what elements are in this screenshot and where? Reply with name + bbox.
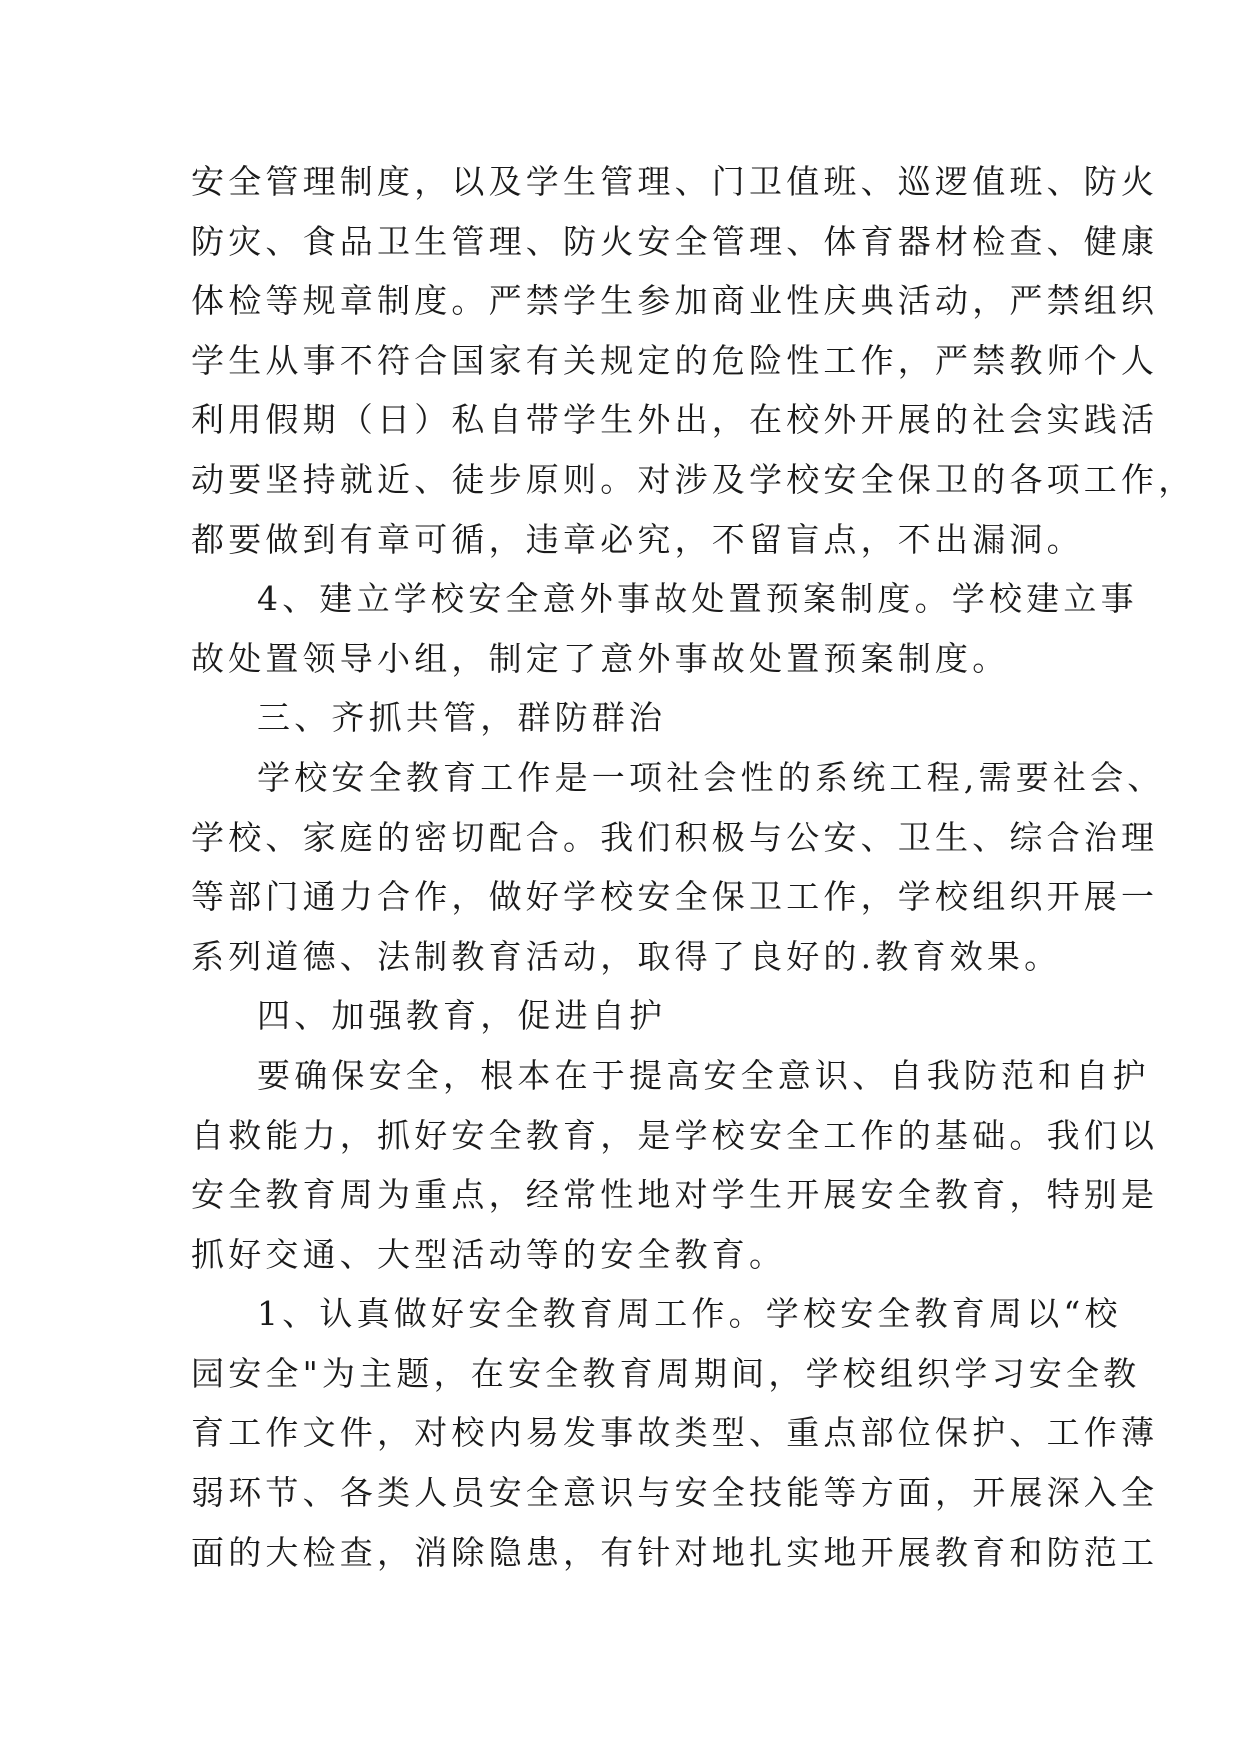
text-line: 1、认真做好安全教育周工作。学校安全教育周以“校 — [257, 1294, 1122, 1334]
text-line: 安全教育周为重点，经常性地对学生开展安全教育，特别是 — [191, 1175, 1159, 1215]
document-body — [191, 152, 1196, 1582]
text-line: 动要坚持就近、徒步原则。对涉及学校安全保卫的各项工作， — [191, 459, 1196, 499]
text-line: 都要做到有章可循，违章必究，不留盲点，不出漏洞。 — [191, 519, 1084, 559]
text-line: 4、建立学校安全意外事故处置预案制度。学校建立事 — [257, 579, 1138, 619]
section-heading-four — [191, 986, 1051, 1046]
text-line: 学生从事不符合国家有关规定的危险性工作，严禁教师个人 — [191, 340, 1159, 380]
text-line: 抓好交通、大型活动等的安全教育。 — [191, 1234, 787, 1274]
section-heading-text: 三、齐抓共管，群防群治 — [257, 698, 667, 738]
text-line: 故处置领导小组，制定了意外事故处置预案制度。 — [191, 638, 1010, 678]
section-heading-three — [191, 688, 1051, 748]
text-line: 安全管理制度，以及学生管理、门卫值班、巡逻值班、防火 — [191, 162, 1159, 201]
text-line: 学校安全教育工作是一项社会性的系统工程,需要社会、 — [257, 757, 1165, 797]
text-line: 自救能力，抓好安全教育，是学校安全工作的基础。我们以 — [191, 1115, 1159, 1155]
text-line: 要确保安全，根本在于提高安全意识、自我防范和自护 — [257, 1055, 1150, 1095]
text-line: 利用假期（日）私自带学生外出，在校外开展的社会实践活 — [191, 400, 1159, 440]
text-line: 系列道德、法制教育活动，取得了良好的.教育效果。 — [191, 936, 1062, 976]
paragraph-cooperation — [191, 748, 1165, 986]
text-line: 弱环节、各类人员安全意识与安全技能等方面，开展深入全 — [191, 1473, 1159, 1513]
text-line: 等部门通力合作，做好学校安全保卫工作，学校组织开展一 — [191, 877, 1159, 917]
text-line: 防灾、食品卫生管理、防火安全管理、体育器材检查、健康 — [191, 221, 1159, 261]
paragraph-self-protection — [191, 1046, 1159, 1284]
paragraph-education-week — [191, 1284, 1159, 1582]
text-line: 育工作文件，对校内易发事故类型、重点部位保护、工作薄 — [191, 1413, 1159, 1453]
text-line: 学校、家庭的密切配合。我们积极与公安、卫生、综合治理 — [191, 817, 1159, 857]
text-line: 体检等规章制度。严禁学生参加商业性庆典活动，严禁组织 — [191, 281, 1159, 321]
section-heading-text: 四、加强教育，促进自护 — [257, 996, 667, 1036]
paragraph-safety-rules — [191, 152, 1196, 569]
paragraph-emergency-plan — [191, 569, 1138, 688]
text-line: 园安全"为主题，在安全教育周期间，学校组织学习安全教 — [191, 1353, 1141, 1393]
text-line: 面的大检查，消除隐患，有针对地扎实地开展教育和防范工 — [191, 1532, 1159, 1572]
